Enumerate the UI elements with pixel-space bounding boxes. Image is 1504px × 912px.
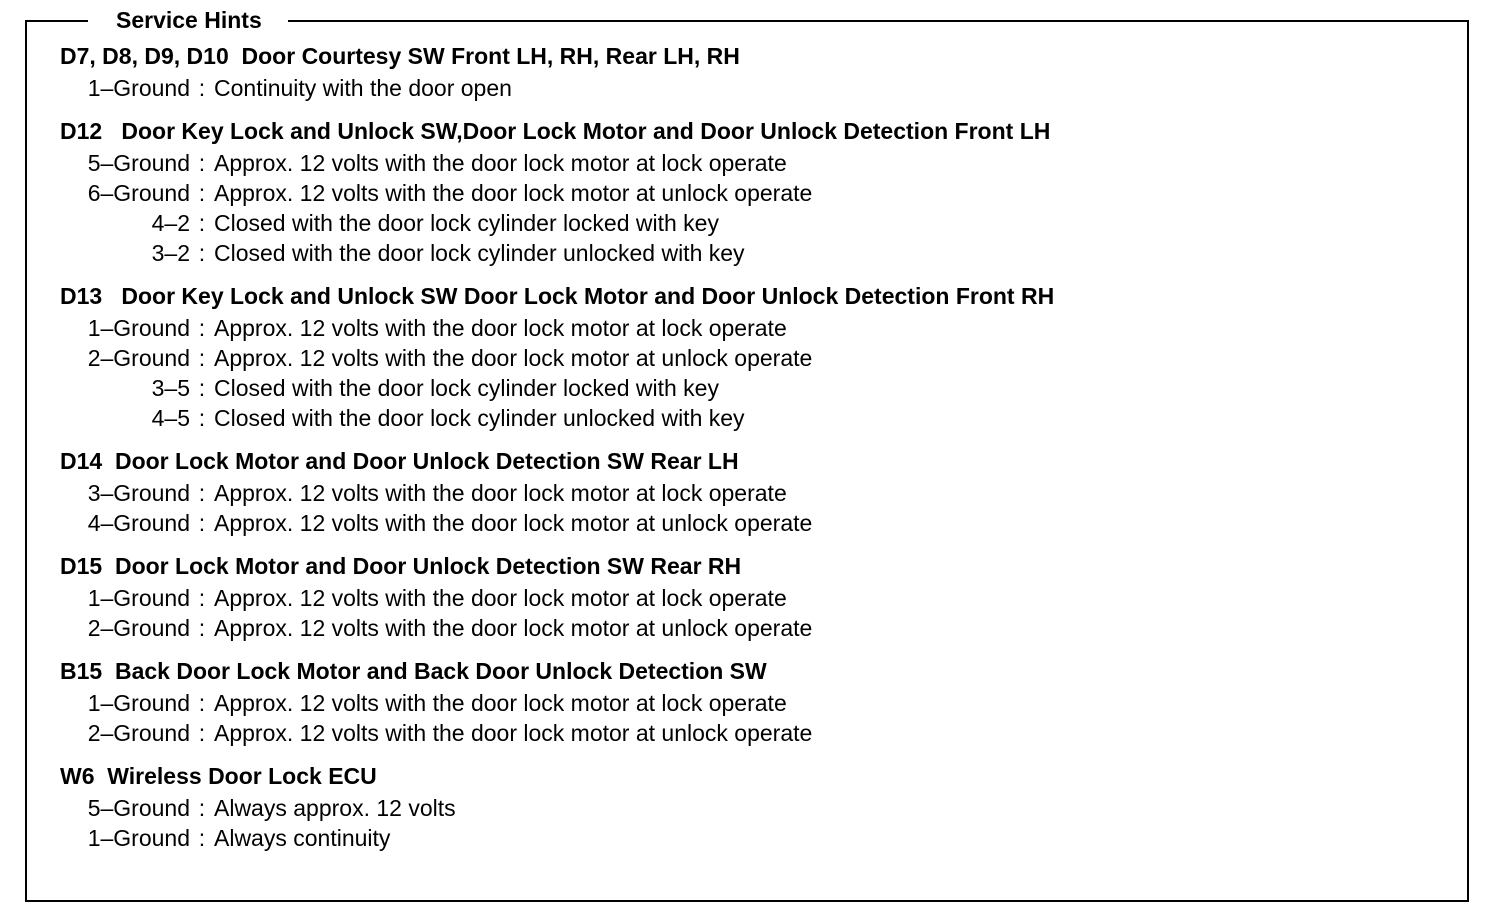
section-title: D7, D8, D9, D10 Door Courtesy SW Front LH, RH, Rear LH, RH bbox=[60, 43, 740, 69]
terminal-pair: 6–Ground bbox=[87, 180, 190, 206]
hint-description: Approx. 12 volts with the door lock motor at unlock operate bbox=[214, 180, 813, 206]
hint-line bbox=[60, 313, 1460, 343]
hint-description: Continuity with the door open bbox=[214, 75, 512, 101]
separator: : bbox=[198, 795, 206, 821]
hint-description: Approx. 12 volts with the door lock motor at unlock operate bbox=[214, 345, 813, 371]
separator: : bbox=[198, 405, 206, 431]
terminal-pair: 4–Ground bbox=[87, 510, 190, 536]
terminal-pair: 3–2 bbox=[151, 240, 190, 266]
hint-description: Approx. 12 volts with the door lock motor at lock operate bbox=[214, 585, 787, 611]
section-w6 bbox=[60, 760, 1460, 853]
hint-line bbox=[60, 178, 1460, 208]
hint-description: Approx. 12 volts with the door lock motor at unlock operate bbox=[214, 615, 813, 641]
separator: : bbox=[198, 375, 206, 401]
hint-description: Always continuity bbox=[214, 825, 391, 851]
hint-line bbox=[60, 208, 1460, 238]
terminal-pair: 2–Ground bbox=[87, 720, 190, 746]
hint-description: Closed with the door lock cylinder unlocked with key bbox=[214, 240, 745, 266]
hint-line bbox=[60, 478, 1460, 508]
terminal-pair: 5–Ground bbox=[87, 795, 190, 821]
hint-line bbox=[60, 148, 1460, 178]
hint-description: Always approx. 12 volts bbox=[214, 795, 456, 821]
section-d15 bbox=[60, 550, 1460, 643]
terminal-pair: 1–Ground bbox=[87, 585, 190, 611]
section-title: D12 Door Key Lock and Unlock SW,Door Lock Motor and Door Unlock Detection Front LH bbox=[60, 118, 1051, 144]
separator: : bbox=[198, 825, 206, 851]
terminal-pair: 1–Ground bbox=[87, 825, 190, 851]
hint-description: Closed with the door lock cylinder unlocked with key bbox=[214, 405, 745, 431]
service-hints-content bbox=[60, 40, 1460, 865]
section-d14 bbox=[60, 445, 1460, 538]
separator: : bbox=[198, 585, 206, 611]
hint-line bbox=[60, 793, 1460, 823]
separator: : bbox=[198, 720, 206, 746]
hint-line bbox=[60, 238, 1460, 268]
terminal-pair: 3–Ground bbox=[87, 480, 190, 506]
terminal-pair: 3–5 bbox=[151, 375, 190, 401]
terminal-pair: 4–5 bbox=[151, 405, 190, 431]
hint-line bbox=[60, 343, 1460, 373]
separator: : bbox=[198, 615, 206, 641]
separator: : bbox=[198, 690, 206, 716]
terminal-pair: 1–Ground bbox=[87, 315, 190, 341]
hint-description: Approx. 12 volts with the door lock motor at unlock operate bbox=[214, 720, 813, 746]
separator: : bbox=[198, 180, 206, 206]
terminal-pair: 5–Ground bbox=[87, 150, 190, 176]
section-title: B15 Back Door Lock Motor and Back Door Unlock Detection SW bbox=[60, 658, 767, 684]
hint-description: Approx. 12 volts with the door lock motor at unlock operate bbox=[214, 510, 813, 536]
hint-line bbox=[60, 823, 1460, 853]
separator: : bbox=[198, 345, 206, 371]
separator: : bbox=[198, 480, 206, 506]
hint-line bbox=[60, 73, 1460, 103]
hint-description: Approx. 12 volts with the door lock motor at lock operate bbox=[214, 315, 787, 341]
section-title: W6 Wireless Door Lock ECU bbox=[60, 763, 377, 789]
hint-line bbox=[60, 583, 1460, 613]
hint-description: Approx. 12 volts with the door lock motor at lock operate bbox=[214, 480, 787, 506]
hint-description: Approx. 12 volts with the door lock motor at lock operate bbox=[214, 690, 787, 716]
separator: : bbox=[198, 150, 206, 176]
terminal-pair: 1–Ground bbox=[87, 75, 190, 101]
section-b15 bbox=[60, 655, 1460, 748]
terminal-pair: 4–2 bbox=[151, 210, 190, 236]
section-title: D15 Door Lock Motor and Door Unlock Detection SW Rear RH bbox=[60, 553, 742, 579]
separator: : bbox=[198, 75, 206, 101]
hint-description: Closed with the door lock cylinder locked with key bbox=[214, 210, 719, 236]
hint-line bbox=[60, 688, 1460, 718]
page-title: Service Hints bbox=[88, 6, 288, 34]
section-title: D14 Door Lock Motor and Door Unlock Detection SW Rear LH bbox=[60, 448, 739, 474]
hint-line bbox=[60, 613, 1460, 643]
terminal-pair: 2–Ground bbox=[87, 615, 190, 641]
hint-line bbox=[60, 403, 1460, 433]
section-title: D13 Door Key Lock and Unlock SW Door Lock Motor and Door Unlock Detection Front RH bbox=[60, 283, 1055, 309]
separator: : bbox=[198, 210, 206, 236]
section-d12 bbox=[60, 115, 1460, 268]
hint-line bbox=[60, 718, 1460, 748]
section-d7-d10 bbox=[60, 40, 1460, 103]
section-d13 bbox=[60, 280, 1460, 433]
hint-description: Closed with the door lock cylinder locked with key bbox=[214, 375, 719, 401]
terminal-pair: 2–Ground bbox=[87, 345, 190, 371]
separator: : bbox=[198, 510, 206, 536]
hint-description: Approx. 12 volts with the door lock motor at lock operate bbox=[214, 150, 787, 176]
separator: : bbox=[198, 315, 206, 341]
hint-line bbox=[60, 508, 1460, 538]
hint-line bbox=[60, 373, 1460, 403]
terminal-pair: 1–Ground bbox=[87, 690, 190, 716]
separator: : bbox=[198, 240, 206, 266]
